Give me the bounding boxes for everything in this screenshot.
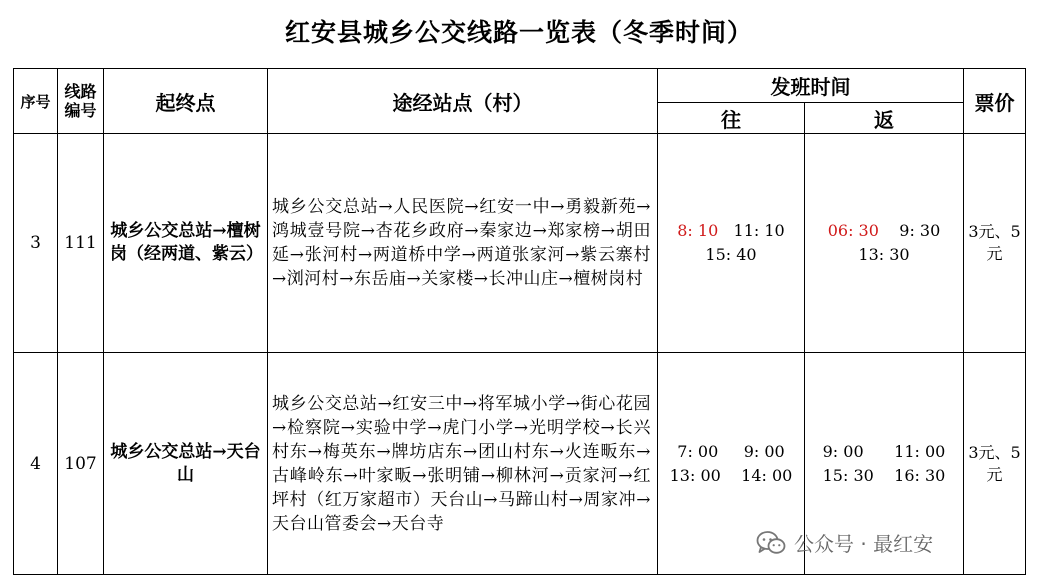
header-seq: 序号 [14,69,58,134]
departure-time: 13: 00 14: 00 [669,465,793,485]
header-stops: 途经站点（村） [268,69,658,134]
table-row [14,134,1026,353]
row-fare: 3元、5元 [964,353,1026,575]
departure-time: 15: 40 [705,245,757,264]
departure-time: 7: 00 9: 00 [677,441,785,461]
return-time: 9: 30 [899,221,941,240]
watermark-text: 公众号 · 最红安 [794,532,934,556]
row-seq: 4 [14,353,58,575]
row-seq: 3 [14,134,58,353]
header-inbound: 返 [805,103,964,134]
header-schedule: 发班时间 [658,69,964,103]
header-endpoints: 起终点 [104,69,268,134]
return-time: 15: 30 16: 30 [822,465,946,485]
return-time: 9: 00 11: 00 [822,441,946,461]
header-route-no: 线路编号 [58,69,104,134]
row-outbound-times [658,134,805,353]
return-time: 13: 30 [858,245,910,264]
departure-time: 11: 10 [733,221,785,240]
wechat-icon [756,530,786,556]
page-title: 红安县城乡公交线路一览表（冬季时间） [284,18,753,47]
row-route-no: 111 [58,134,104,353]
first-return-time: 06: 30 [827,221,879,240]
row-stops: 城乡公交总站→人民医院→红安一中→勇毅新苑→鸿城壹号院→杏花乡政府→秦家边→郑家榜→胡田延→张河村→两道桥中学→两道张家河→紫云寨村→浏河村→东岳庙→关家楼→长冲山庄→檀树岗村 [268,134,658,353]
row-endpoints: 城乡公交总站→天台山 [104,353,268,575]
first-departure-time: 8: 10 [677,221,719,240]
header-outbound: 往 [658,103,805,134]
header-row [14,69,1026,103]
row-inbound-times [805,134,964,353]
bus-route-table [13,68,1026,575]
row-fare: 3元、5元 [964,134,1026,353]
watermark [756,528,933,557]
header-fare: 票价 [964,69,1026,134]
row-stops: 城乡公交总站→红安三中→将军城小学→街心花园→检察院→实验中学→虎门小学→光明学校→长兴村东→梅英东→牌坊店东→团山村东→火连畈东→古峰岭东→叶家畈→张明铺→柳林河→贡家河→红坪村（红万家超市）天台山→马蹄山村→周家冲→天台山管委会→天台寺 [268,353,658,575]
row-endpoints: 城乡公交总站→檀树岗（经两道、紫云） [104,134,268,353]
row-route-no: 107 [58,353,104,575]
